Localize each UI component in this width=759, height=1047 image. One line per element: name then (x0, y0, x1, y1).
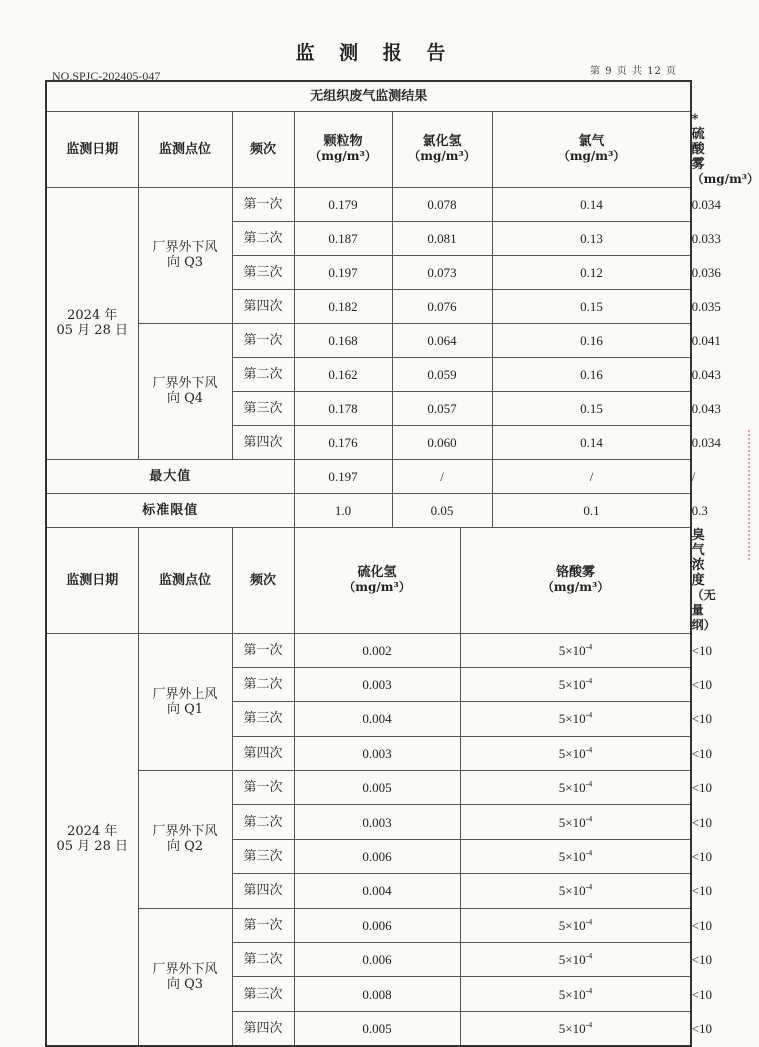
cell-text: 向 Q3 (166, 255, 204, 270)
pollutant-name: 臭气浓度 (691, 527, 705, 588)
report-title: 监 测 报 告 (295, 42, 455, 64)
chromic-acid-value (460, 943, 691, 977)
frequency-cell: 第四次 (232, 1011, 294, 1045)
table-row: 第四次 0.003 $5\times 10^{-4}$ <10 (46, 736, 691, 770)
monitoring-date (46, 633, 138, 1046)
header-date: 监测日期 (46, 111, 138, 187)
pollutant-name: 颗粒物 (323, 134, 363, 149)
chromic-acid-value (460, 633, 691, 667)
chromic-acid-value (460, 874, 691, 908)
h2s-value: 0.005 (294, 771, 460, 805)
value-base: 5×10 (558, 917, 586, 933)
table-row: 第二次 0.162 0.059 0.16 0.043 (46, 357, 691, 391)
value-cell: 0.05 (392, 493, 492, 527)
report-number: NO.SPJC-202405-047 (52, 69, 161, 83)
header-c2 (460, 527, 691, 633)
max-value-row: 最大值 0.197 / / / (46, 459, 691, 493)
chromic-acid-value (460, 1011, 691, 1045)
value-base: 5×10 (558, 677, 586, 693)
header-row (46, 111, 691, 187)
monitoring-point (138, 323, 232, 459)
value-exponent: -4 (585, 745, 593, 755)
h2s-value: 0.005 (294, 1011, 460, 1045)
value-cell: 0.064 (392, 323, 492, 357)
pollutant-name: *硫酸雾 (691, 111, 705, 172)
monitoring-point (138, 771, 232, 909)
value-cell: 0.059 (392, 357, 492, 391)
frequency-cell: 第三次 (232, 391, 294, 425)
h2s-value: 0.003 (294, 805, 460, 839)
monitoring-date (46, 187, 138, 459)
value-cell: 0.076 (392, 289, 492, 323)
unit-label: （无量纲） (691, 587, 716, 632)
h2s-value: 0.004 (294, 702, 460, 736)
h2s-value: 0.003 (294, 667, 460, 701)
frequency-cell: 第三次 (232, 839, 294, 873)
value-exponent: -4 (585, 642, 593, 652)
cell-text: 05 月 28 日 (56, 839, 128, 855)
monitoring-results-table (45, 80, 759, 1047)
value-base: 5×10 (558, 642, 586, 658)
value-cell: 0.182 (294, 289, 392, 323)
caption-row (46, 81, 691, 111)
frequency-cell: 第一次 (232, 323, 294, 357)
value-cell: / (392, 459, 492, 493)
value-cell: 0.1 (492, 493, 691, 527)
pollutant-name: 氯化氢 (422, 134, 462, 149)
monitoring-point (138, 908, 232, 1046)
table-row: 厂界外下风 向 Q2 第一次 0.005 $5\times 10^{-4}$ <10 (46, 771, 691, 805)
pollutant-name: 硫化氢 (357, 565, 397, 580)
frequency-cell: 第三次 (232, 702, 294, 736)
h2s-value: 0.006 (294, 943, 460, 977)
frequency-cell: 第二次 (232, 943, 294, 977)
cell-text: 2024 年 (67, 824, 118, 840)
standard-limit-row: 标准限值 1.0 0.05 0.1 0.3 (46, 493, 691, 527)
value-exponent: -4 (585, 883, 593, 893)
frequency-cell: 第四次 (232, 289, 294, 323)
h2s-value: 0.008 (294, 977, 460, 1011)
table-row: 2024 年 05 月 28 日 厂界外下风 向 Q3 第一次 0.179 0.078 0.14 0.034 (46, 187, 691, 221)
value-cell: 0.197 (294, 255, 392, 289)
value-cell: 0.168 (294, 323, 392, 357)
frequency-cell: 第二次 (232, 357, 294, 391)
value-cell: 0.057 (392, 391, 492, 425)
h2s-value: 0.006 (294, 839, 460, 873)
header-point: 监测点位 (138, 111, 232, 187)
value-exponent: -4 (585, 848, 593, 858)
value-exponent: -4 (585, 951, 593, 961)
page-info: 第 9 页 共 12 页 (590, 66, 677, 77)
cell-text: 厂界外上风 (152, 686, 218, 702)
value-base: 5×10 (558, 1020, 586, 1036)
value-exponent: -4 (585, 814, 593, 824)
value-base: 5×10 (558, 711, 586, 727)
h2s-value: 0.006 (294, 908, 460, 942)
unit-label: （mg/m³） (343, 580, 411, 594)
table-row: 第二次 0.006 $5\times 10^{-4}$ <10 (46, 943, 691, 977)
pollutant-name: 氯气 (578, 134, 605, 149)
value-base: 5×10 (558, 952, 586, 968)
table-row: 第二次 0.003 $5\times 10^{-4}$ <10 (46, 667, 691, 701)
value-cell: 0.13 (492, 221, 691, 255)
frequency-cell: 第二次 (232, 221, 294, 255)
seal-stamp-edge (734, 430, 750, 560)
table-row: 第四次 0.005 $5\times 10^{-4}$ <10 (46, 1011, 691, 1045)
value-exponent: -4 (585, 676, 593, 686)
cell-text: 厂界外下风 (152, 240, 218, 255)
frequency-cell: 第二次 (232, 667, 294, 701)
value-exponent: -4 (585, 711, 593, 721)
unit-label: （mg/m³） (541, 580, 610, 594)
value-cell: 0.081 (392, 221, 492, 255)
header-c1 (294, 527, 460, 633)
frequency-cell: 第四次 (232, 736, 294, 770)
unit-label: （mg/m³） (408, 149, 476, 163)
value-exponent: -4 (585, 779, 593, 789)
value-cell: 0.16 (492, 357, 691, 391)
value-cell: 1.0 (294, 493, 392, 527)
value-base: 5×10 (558, 745, 586, 761)
value-cell: / (492, 459, 691, 493)
table-row: 第三次 0.004 $5\times 10^{-4}$ <10 (46, 702, 691, 736)
pollutant-name: 铬酸雾 (556, 565, 596, 580)
value-cell: 0.162 (294, 357, 392, 391)
cell-text: 向 Q4 (166, 391, 204, 406)
frequency-cell: 第二次 (232, 805, 294, 839)
h2s-value: 0.002 (294, 633, 460, 667)
value-cell: 0.179 (294, 187, 392, 221)
value-cell: 0.073 (392, 255, 492, 289)
h2s-value: 0.003 (294, 736, 460, 770)
frequency-cell: 第一次 (232, 771, 294, 805)
chromic-acid-value (460, 771, 691, 805)
table-row: 厂界外下风 向 Q4 第一次 0.168 0.064 0.16 0.041 (46, 323, 691, 357)
value-cell: 0.14 (492, 187, 691, 221)
value-cell: 0.060 (392, 425, 492, 459)
value-cell: 0.15 (492, 289, 691, 323)
value-base: 5×10 (558, 780, 586, 796)
cell-text: 05 月 28 日 (56, 323, 128, 338)
value-cell: 0.178 (294, 391, 392, 425)
table-row: 第三次 0.197 0.073 0.12 0.036 (46, 255, 691, 289)
chromic-acid-value (460, 736, 691, 770)
header-frequency: 频次 (232, 111, 294, 187)
chromic-acid-value (460, 977, 691, 1011)
unit-label: （mg/m³） (557, 149, 626, 163)
chromic-acid-value (460, 702, 691, 736)
cell-text: 向 Q3 (166, 976, 204, 992)
value-cell: 0.187 (294, 221, 392, 255)
table-row: 第三次 0.178 0.057 0.15 0.043 (46, 391, 691, 425)
header-frequency: 频次 (232, 527, 294, 633)
cell-text: 向 Q1 (166, 701, 204, 717)
monitoring-point (138, 187, 232, 323)
value-cell: 0.078 (392, 187, 492, 221)
chromic-acid-value (460, 667, 691, 701)
limit-label: 标准限值 (46, 493, 294, 527)
cell-text: 向 Q2 (166, 839, 204, 855)
value-exponent: -4 (585, 917, 593, 927)
cell-text: 2024 年 (67, 308, 118, 323)
frequency-cell: 第一次 (232, 187, 294, 221)
frequency-cell: 第四次 (232, 874, 294, 908)
table-row: 第四次 0.182 0.076 0.15 0.035 (46, 289, 691, 323)
value-exponent: -4 (585, 1020, 593, 1030)
cell-text: 厂界外下风 (152, 376, 218, 391)
monitoring-point (138, 633, 232, 771)
value-cell: 0.15 (492, 391, 691, 425)
header-c1 (294, 111, 392, 187)
chromic-acid-value (460, 908, 691, 942)
value-cell: 0.12 (492, 255, 691, 289)
header-point: 监测点位 (138, 527, 232, 633)
frequency-cell: 第三次 (232, 255, 294, 289)
unit-label: （mg/m³） (309, 149, 377, 163)
value-base: 5×10 (558, 814, 586, 830)
frequency-cell: 第四次 (232, 425, 294, 459)
table-row: 第四次 0.176 0.060 0.14 0.034 (46, 425, 691, 459)
value-cell: 0.16 (492, 323, 691, 357)
table-row: 第二次 0.003 $5\times 10^{-4}$ <10 (46, 805, 691, 839)
value-exponent: -4 (585, 986, 593, 996)
value-base: 5×10 (558, 883, 586, 899)
value-cell: 0.176 (294, 425, 392, 459)
max-label: 最大值 (46, 459, 294, 493)
cell-text: 厂界外下风 (152, 961, 218, 977)
value-cell: 0.14 (492, 425, 691, 459)
cell-text: 厂界外下风 (152, 824, 218, 840)
frequency-cell: 第一次 (232, 633, 294, 667)
table-row: 第四次 0.004 $5\times 10^{-4}$ <10 (46, 874, 691, 908)
chromic-acid-value (460, 805, 691, 839)
header-c2 (392, 111, 492, 187)
table-row: 第二次 0.187 0.081 0.13 0.033 (46, 221, 691, 255)
frequency-cell: 第三次 (232, 977, 294, 1011)
header-c3 (492, 111, 691, 187)
unit-label: （mg/m³） (691, 171, 759, 186)
header-date: 监测日期 (46, 527, 138, 633)
table-row: 厂界外下风 向 Q3 第一次 0.006 $5\times 10^{-4}$ <10 (46, 908, 691, 942)
table-row: 第三次 0.006 $5\times 10^{-4}$ <10 (46, 839, 691, 873)
header-row (46, 527, 691, 633)
table-row: 第三次 0.008 $5\times 10^{-4}$ <10 (46, 977, 691, 1011)
value-base: 5×10 (558, 849, 586, 865)
value-base: 5×10 (558, 986, 586, 1002)
table-caption: 无组织废气监测结果 (46, 81, 691, 111)
table-row: 2024 年 05 月 28 日 厂界外上风 向 Q1 第一次 0.002 $5\times 10^{-4}$ <10 (46, 633, 691, 667)
h2s-value: 0.004 (294, 874, 460, 908)
value-cell: 0.197 (294, 459, 392, 493)
frequency-cell: 第一次 (232, 908, 294, 942)
chromic-acid-value (460, 839, 691, 873)
